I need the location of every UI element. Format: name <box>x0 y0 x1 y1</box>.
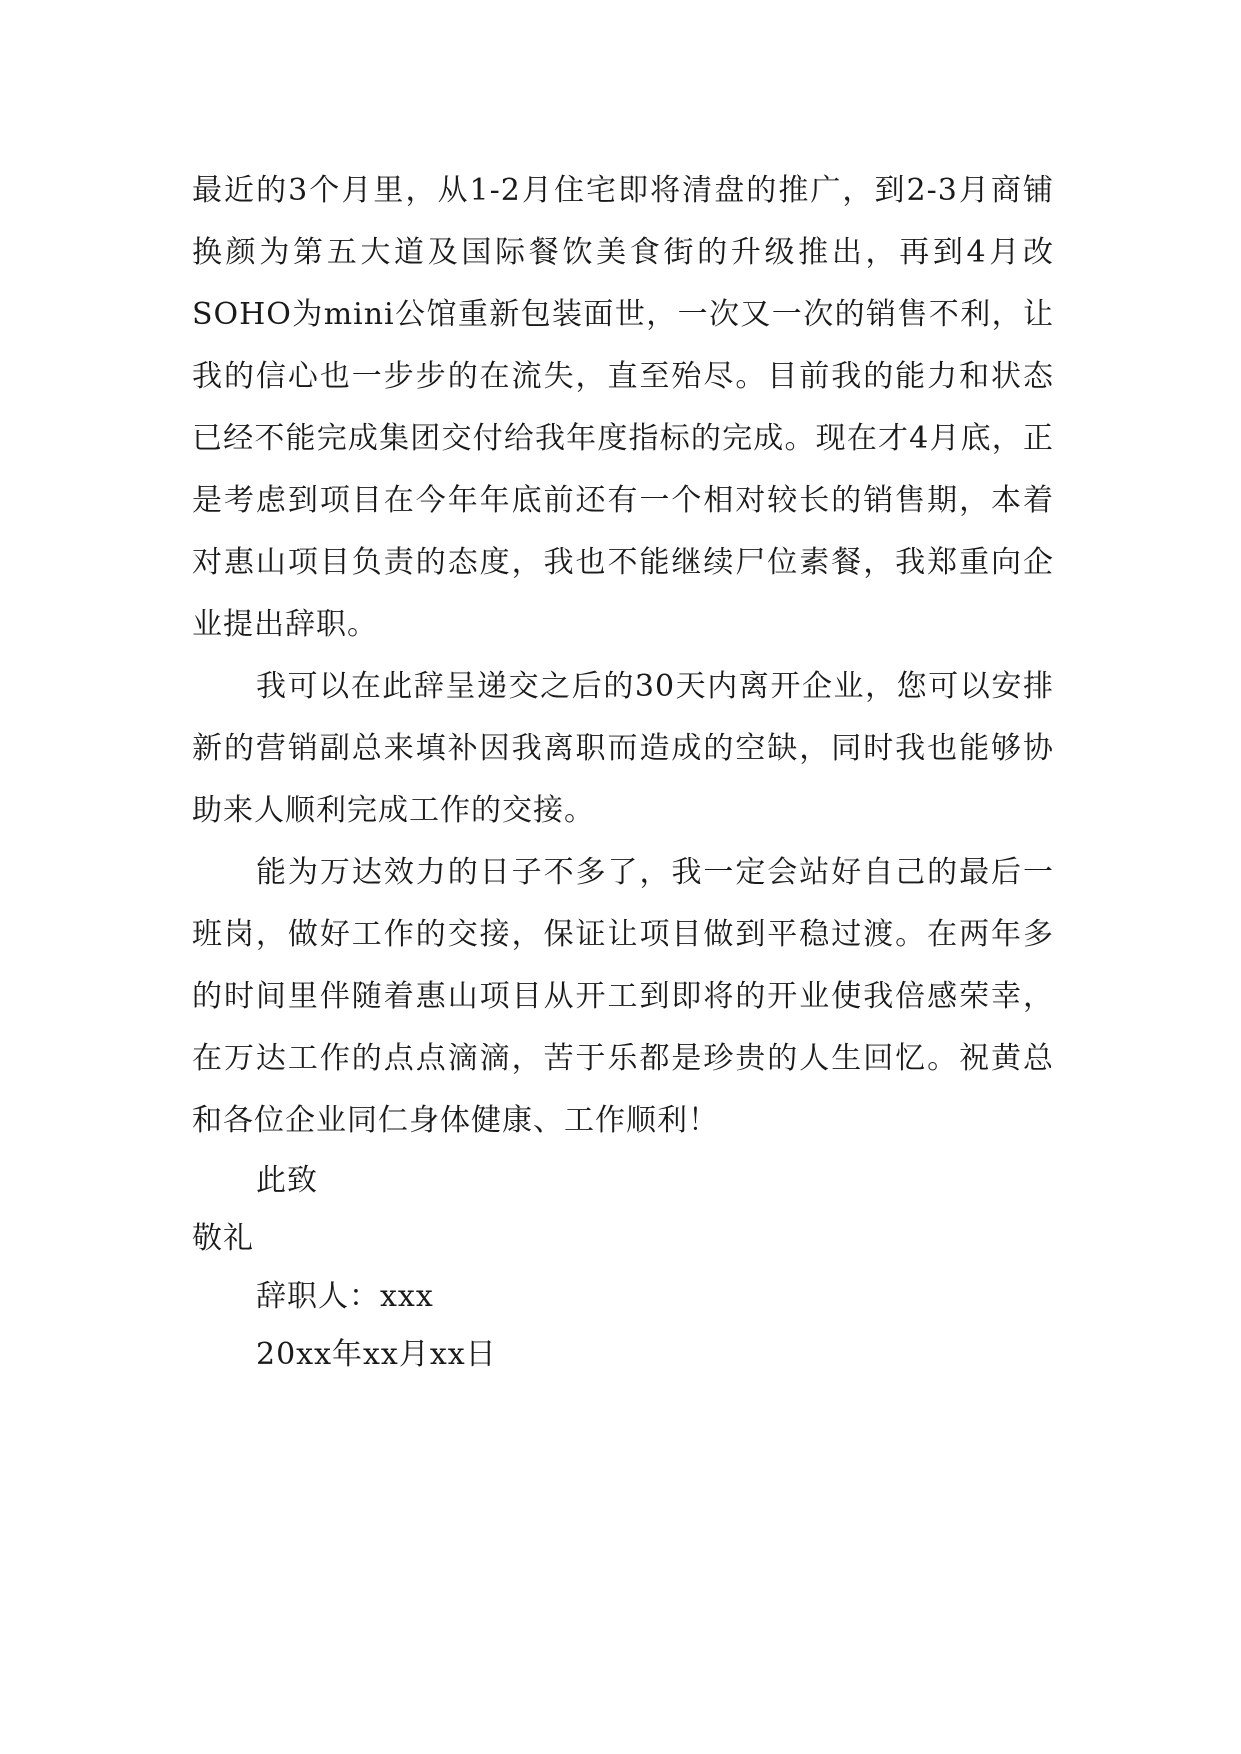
paragraph-2: 我可以在此辞呈递交之后的30天内离开企业，您可以安排新的营销副总来填补因我离职而造成的空缺，同时我也能够协助来人顺利完成工作的交接。 <box>192 669 1054 828</box>
closing-regards: 敬礼 <box>192 1221 254 1256</box>
date-line: 20xx年xx月xx日 <box>256 1337 497 1372</box>
paragraph-3: 能为万达效力的日子不多了，我一定会站好自己的最后一班岗，做好工作的交接，保证让项目做到平稳过渡。在两年多的时间里伴随着惠山项目从开工到即将的开业使我倍感荣幸，在万达工作的点点滴滴，苦于乐都是珍贵的人生回忆。祝黄总和各位企业同仁身体健康、工作顺利！ <box>192 855 1054 1138</box>
signature-line: 辞职人：xxx <box>256 1279 434 1314</box>
closing-salutation: 此致 <box>256 1163 318 1198</box>
letter-body <box>192 160 1054 1384</box>
paragraph-1: 最近的3个月里，从1-2月住宅即将清盘的推广，到2-3月商铺换颜为第五大道及国际餐饮美食街的升级推出，再到4月改SOHO为mini公馆重新包装面世，一次又一次的销售不利，让我的信心也一步步的在流失，直至殆尽。目前我的能力和状态已经不能完成集团交付给我年度指标的完成。现在才4月底，正是考虑到项目在今年年底前还有一个相对较长的销售期，本着对惠山项目负责的态度，我也不能继续尸位素餐，我郑重向企业提出辞职。 <box>192 173 1054 642</box>
